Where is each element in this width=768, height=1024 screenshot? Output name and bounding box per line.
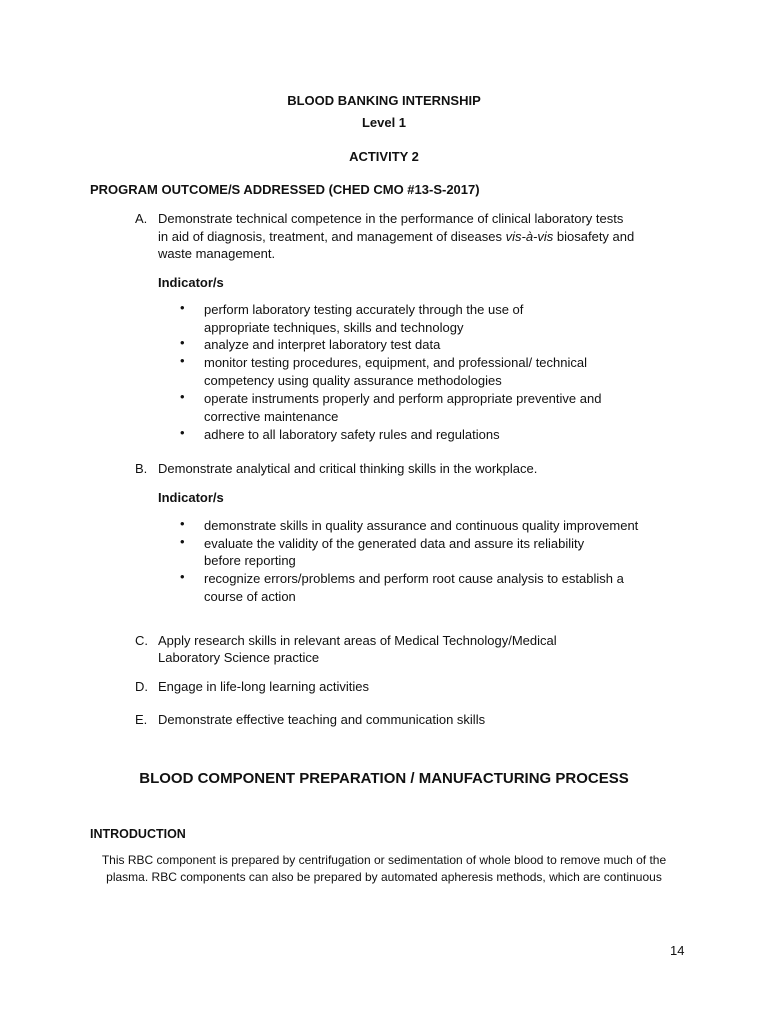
indicator-text: course of action (204, 589, 296, 604)
bullet-icon: • (180, 353, 185, 368)
outcome-c-line1: Apply research skills in relevant areas of Medical Technology/Medical (158, 633, 557, 648)
indicator-text: appropriate techniques, skills and technology (204, 320, 464, 335)
indicator-text: demonstrate skills in quality assurance and continuous quality improvement (204, 518, 639, 533)
intro-line2: plasma. RBC components can also be prepared by automated apheresis methods, which are continuous (106, 870, 662, 884)
indicator-label: Indicator/s (158, 275, 224, 290)
outcome-letter: A. (135, 211, 148, 226)
level-label: Level 1 (361, 115, 407, 130)
page-number: 14 (670, 943, 685, 958)
outcome-letter: C. (135, 633, 148, 648)
document-title: BLOOD BANKING INTERNSHIP (287, 93, 481, 108)
introduction-heading: INTRODUCTION (90, 827, 186, 841)
outcome-d-line1: Engage in life-long learning activities (158, 679, 370, 694)
outcome-letter: E. (135, 712, 148, 727)
indicator-text: operate instruments properly and perform appropriate preventive and (204, 391, 602, 406)
bullet-icon: • (180, 516, 185, 531)
bullet-icon: • (180, 300, 185, 315)
bullet-icon: • (180, 534, 185, 549)
outcome-letter: B. (135, 461, 148, 476)
bullet-icon: • (180, 425, 185, 440)
indicator-text: perform laboratory testing accurately through the use of (204, 302, 524, 317)
outcome-c-line2: Laboratory Science practice (158, 650, 320, 665)
outcome-letter: D. (135, 679, 148, 694)
indicator-text: before reporting (204, 553, 296, 568)
indicator-text: corrective maintenance (204, 409, 339, 424)
activity-label: ACTIVITY 2 (349, 149, 419, 164)
indicator-text: recognize errors/problems and perform root cause analysis to establish a (204, 571, 624, 586)
outcome-a-line2-text: in aid of diagnosis, treatment, and management of diseases (158, 229, 506, 244)
indicator-text: competency using quality assurance methodologies (204, 373, 502, 388)
outcome-a-line1: Demonstrate technical competence in the performance of clinical laboratory tests (158, 211, 624, 226)
bullet-icon: • (180, 389, 185, 404)
program-outcomes-heading: PROGRAM OUTCOME/S ADDRESSED (CHED CMO #13-S-2017) (90, 182, 480, 197)
outcome-a-italic: vis-à-vis (505, 229, 554, 244)
indicator-text: evaluate the validity of the generated data and assure its reliability (204, 536, 585, 551)
outcome-a-line2-end: biosafety and (553, 229, 635, 244)
indicator-text: analyze and interpret laboratory test data (204, 337, 441, 352)
outcome-e-line1: Demonstrate effective teaching and communication skills (158, 712, 486, 727)
bullet-icon: • (180, 569, 185, 584)
outcome-a-line3: waste management. (158, 246, 276, 261)
outcome-b-line1: Demonstrate analytical and critical thinking skills in the workplace. (158, 461, 538, 476)
section-title: BLOOD COMPONENT PREPARATION / MANUFACTURING PROCESS (139, 770, 629, 787)
bullet-icon: • (180, 335, 185, 350)
intro-line1: This RBC component is prepared by centrifugation or sedimentation of whole blood to remove much of the (101, 853, 667, 867)
indicator-label: Indicator/s (158, 490, 224, 505)
indicator-text: adhere to all laboratory safety rules and regulations (204, 427, 500, 442)
indicator-text: monitor testing procedures, equipment, and professional/ technical (204, 355, 587, 370)
outcome-a-line2 (158, 228, 634, 246)
